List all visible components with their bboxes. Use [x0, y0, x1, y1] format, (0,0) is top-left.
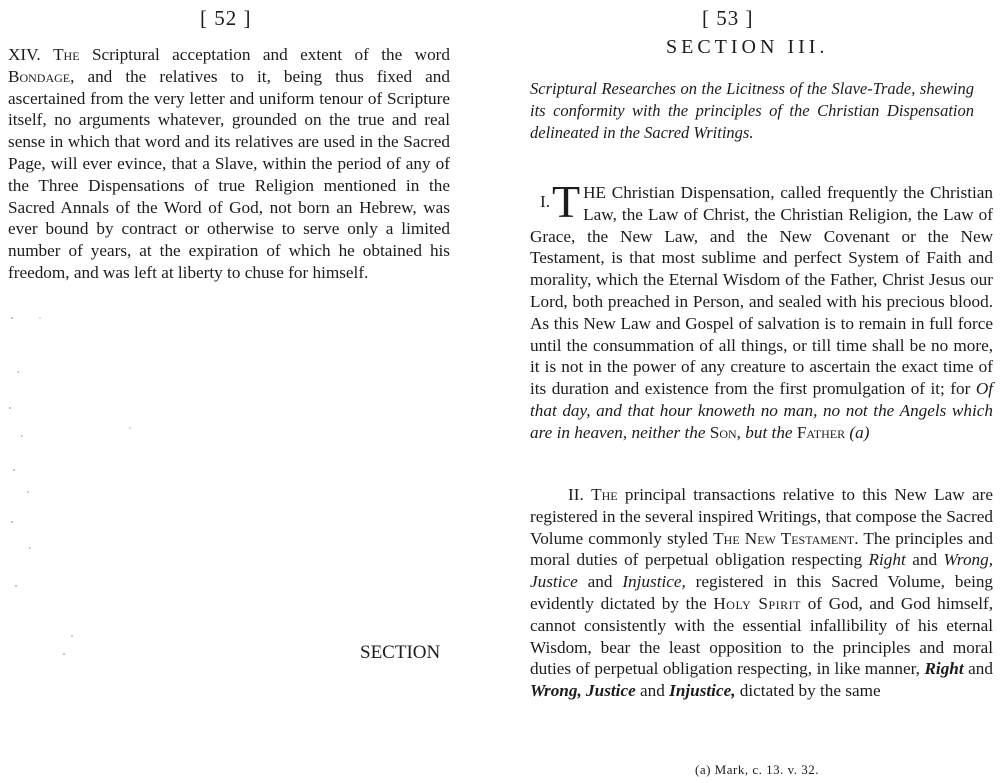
injustice-term: Injustice, — [622, 572, 686, 592]
right-term: Right — [924, 659, 964, 679]
footnote-reference: (a) — [849, 422, 870, 442]
paragraph-lead-word: The — [591, 485, 618, 504]
scripture-quote: Of that day, and that hour knoweth no man, no not the Angels which are in heaven, neither the — [530, 379, 993, 442]
conjunction: and — [912, 550, 938, 570]
page-number-right: [ 53 ] — [702, 6, 754, 30]
holy-spirit-term: Holy Spirit — [713, 593, 801, 613]
justice-term: Justice — [530, 572, 578, 592]
paragraph-text: dictated by the same — [739, 681, 881, 701]
drop-cap-t — [540, 176, 581, 227]
father-term: Father — [796, 422, 846, 442]
justice-term: Justice — [586, 681, 636, 701]
new-testament-term: The New Testament. — [713, 528, 859, 548]
paragraph-text: The principles and moral duties of perpetual obligation respecting — [530, 528, 993, 570]
bondage-term: Bondage — [8, 66, 71, 86]
paragraph-text: registered in this Sacred Volume, being evidently dictated by the — [530, 572, 994, 613]
right-term: Right — [868, 550, 906, 570]
paragraph-text: principal transactions relative to this New Law are registered in the several inspired Writings, that compose the Sacred Volume commonly styled — [530, 485, 994, 548]
drop-cap-letter: T — [552, 176, 581, 227]
section-subtitle: Scriptural Researches on the Licitness of the Slave-Trade, shewing its conformity with the principles of the Christian Dispensation delineated in the Sacred Writings. — [530, 79, 974, 142]
conjunction: and — [587, 572, 613, 592]
paragraph-text: of God, and God himself, cannot consistently with the essential infallibility of his eternal Wisdom, bear the least opposition to the principles and moral duties of perpetual obligation respecting, in like manner, — [530, 593, 993, 679]
paragraph-lead-word: The — [53, 45, 80, 64]
paragraph-number: XIV. — [8, 45, 41, 64]
page-number-left: [ 52 ] — [200, 6, 252, 30]
conjunction: and — [968, 659, 993, 679]
left-page — [0, 0, 470, 783]
conjunction: and — [640, 681, 665, 701]
connector-text: but the — [745, 422, 793, 442]
wrong-term: Wrong, — [530, 681, 582, 701]
right-page — [500, 0, 1000, 783]
print-specks — [0, 0, 470, 783]
paragraph-number: II. — [568, 485, 584, 504]
footnote: (a) Mark, c. 13. v. 32. — [695, 762, 820, 777]
wrong-term: Wrong, — [943, 550, 994, 570]
injustice-term: Injustice, — [669, 681, 736, 701]
paragraph-ii — [530, 484, 993, 702]
section-heading: SECTION III. — [666, 36, 829, 58]
paragraph-i — [530, 176, 993, 444]
paragraph-text: Scriptural acceptation and extent of the word — [91, 45, 450, 64]
catchword: SECTION — [360, 642, 441, 663]
paragraph-text: HE Christian Dispensation, called frequently the Christian Law, the Law of Christ, the Christian Religion, the Law of Grace, the New Law, and the New Covenant or the New Testament, is that most sublime and perfect System of Faith and morality, which the Eternal Wisdom of the Father, Christ Jesus our Lord, both preached in Person, and sealed with his precious blood. As this New Law and Gospel of salvation is to remain in full force until the consummation of all things, or till time shall be no more, it is not in the power of any creature to ascertain the exact time of its duration and existence from the first promulgation of it; for — [530, 183, 993, 399]
paragraph-number: I. — [540, 192, 551, 211]
son-term: Son, — [709, 422, 741, 442]
paragraph-text-continued: , and the relatives to it, being thus fixed and ascertained from the very letter and uniform tenour of Scripture itself, no arguments whatever, grounded on the true and real sense in which that word and its relatives are used in the Sacred Page, will ever evince, that a Slave, within the period of any of the Three Dispensations of true Religion mentioned in the Sacred Annals of the Word of God, not born an Hebrew, was ever bound by contract or otherwise to serve only a limited number of years, at the expiration of which he obtained his freedom, and was left at liberty to chuse for himself. — [8, 66, 450, 282]
